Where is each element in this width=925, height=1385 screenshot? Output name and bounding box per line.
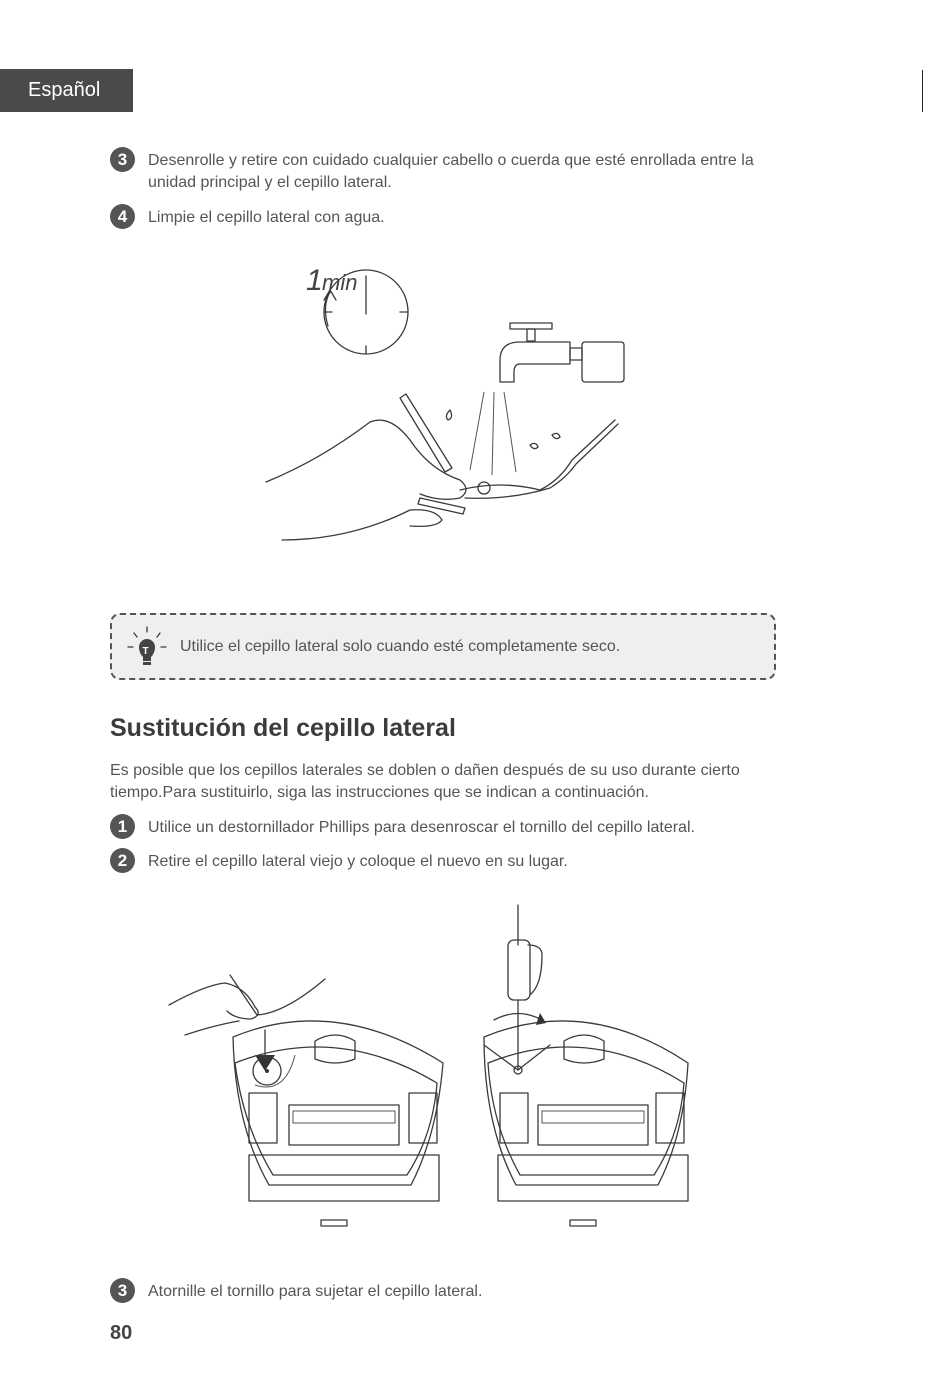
timer-icon <box>300 262 420 362</box>
section-title: Sustitución del cepillo lateral <box>110 714 456 742</box>
step-text: Utilice un destornillador Phillips para desenroscar el tornillo del cepillo lateral. <box>148 819 695 836</box>
page-number: 80 <box>110 1322 133 1344</box>
step-text: Retire el cepillo lateral viejo y coloque el nuevo en su lugar. <box>148 853 568 870</box>
step-text: Atornille el tornillo para sujetar el cepillo lateral. <box>148 1283 483 1300</box>
tip-icon-letter: T <box>142 646 149 657</box>
step-3-screw <box>110 1281 482 1303</box>
step-2-replace <box>110 851 568 873</box>
lightbulb-tip-icon <box>126 625 168 671</box>
step-text: Desenrolle y retire con cuidado cualquier cabello o cuerda que esté enrollada entre la unidad principal y el cepillo lateral. <box>148 152 754 191</box>
robot-replace-brush-drawing <box>165 975 455 1240</box>
crop-mark <box>922 70 923 112</box>
step-number: 2 <box>110 848 135 873</box>
section-intro: Es posible que los cepillos laterales se doblen o dañen después de su uso durante cierto tiempo.Para sustituirlo, siga las instrucciones que se indican a continuación. <box>110 762 740 801</box>
tip-box <box>110 613 776 680</box>
step-text: Limpie el cepillo lateral con agua. <box>148 209 385 226</box>
step-number: 4 <box>110 204 135 229</box>
step-number: 1 <box>110 814 135 839</box>
timer-number: 1 <box>306 264 323 297</box>
timer-unit: min <box>322 270 358 295</box>
hand-brush-drawing <box>260 380 640 550</box>
step-1-unscrew <box>110 817 695 839</box>
step-number: 3 <box>110 1278 135 1303</box>
robot-screwdriver-drawing <box>480 905 700 1240</box>
step-number: 3 <box>110 147 135 172</box>
language-tab: Español <box>0 69 133 112</box>
tip-text: Utilice el cepillo lateral solo cuando esté completamente seco. <box>180 638 621 655</box>
step-4-clean <box>110 207 385 229</box>
step-3-unwind <box>110 150 768 194</box>
